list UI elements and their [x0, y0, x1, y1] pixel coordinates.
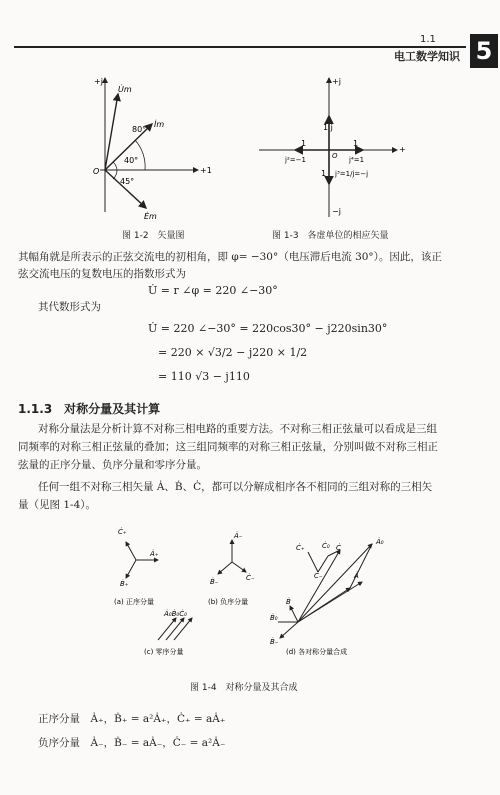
- figure-1-3-imaginary-unit-vectors: [255, 72, 410, 222]
- fig14-b-plus: Ḃ₊: [120, 580, 129, 588]
- fig12-im-label: İm: [154, 120, 165, 129]
- equation-algebraic-2: = 220 × √3/2 − j220 × 1/2: [158, 346, 308, 359]
- fig14-zero-sequence-diagram: [144, 609, 192, 656]
- figure-1-4-caption: 图 1-4 对称分量及其合成: [190, 683, 298, 693]
- fig13-j4: j⁴=1: [349, 156, 365, 164]
- fig14-d-b0: Ḃ₀: [270, 614, 278, 622]
- running-header-title: 电工数学知识: [394, 50, 460, 63]
- fig13-plus-j: +j: [332, 77, 341, 86]
- figure-1-2-caption: 图 1-2 矢量图: [122, 231, 185, 241]
- fig12-angle80: 80°: [132, 125, 147, 134]
- fig14-zero-abc: Ȧ₀Ḃ₀Ċ₀: [164, 610, 187, 618]
- fig14-positive-sequence-diagram: [114, 527, 159, 606]
- fig14-d-c-plus: Ċ₊: [296, 544, 305, 552]
- fig12-angle45: 45°: [120, 177, 135, 186]
- paragraph-3-line-1: 对称分量法是分析计算不对称三相电路的重要方法。不对称三相正弦量可以看成是三组: [38, 423, 437, 435]
- fig14-d-a0: Ȧ₀: [376, 538, 384, 546]
- fig14-composite-diagram: [270, 537, 384, 656]
- fig13-one-left: 1: [301, 139, 307, 148]
- fig13-one-right: 1: [353, 139, 359, 148]
- fig12-angle40: 40°: [124, 156, 139, 165]
- equation-algebraic-1: U̇ = 220 ∠−30° = 220cos30° − j220sin30°: [148, 322, 388, 335]
- section-heading-1-1-3: 1.1.3 对称分量及其计算: [18, 402, 161, 416]
- positive-sequence-definition: 正序分量 Ȧ₊，Ḃ₊ = a²Ȧ₊，Ċ₊ = aȦ₊: [38, 713, 226, 725]
- fig13-plus: +: [399, 145, 406, 154]
- fig14-sub-b: (b) 负序分量: [208, 598, 249, 606]
- paragraph-3-line-3: 弦量的正序分量、负序分量和零序分量。: [18, 459, 207, 471]
- page-number: 5: [470, 34, 498, 68]
- fig14-sub-d: (d) 各对称分量合成: [286, 648, 348, 656]
- figure-1-2-vector-diagram: [80, 72, 230, 222]
- paragraph-2: 其代数形式为: [38, 301, 101, 313]
- equation-algebraic-3: = 110 √3 − j110: [158, 370, 250, 383]
- fig14-c-plus: Ċ₊: [118, 528, 127, 536]
- fig13-origin: O: [332, 152, 338, 160]
- fig14-d-c0: Ċ₀: [322, 542, 330, 550]
- paragraph-1-line-2: 弦交流电压的复数电压的指数形式为: [18, 268, 186, 280]
- fig12-plus-j: +j: [94, 77, 103, 86]
- fig14-sub-a: (a) 正序分量: [114, 598, 154, 606]
- fig14-d-c-minus: Ċ₋: [314, 572, 323, 580]
- fig13-one-bottom: 1: [321, 169, 327, 178]
- fig14-b-minus: Ḃ₋: [210, 578, 219, 586]
- fig14-negative-sequence-diagram: [208, 531, 255, 606]
- negative-sequence-definition: 负序分量 Ȧ₋，Ḃ₋ = aȦ₋，Ċ₋ = a²Ȧ₋: [38, 737, 226, 749]
- paragraph-3-line-2: 同频率的对称三相正弦量的叠加；这三组同频率的对称三相正弦量，分别叫做不对称三相正: [18, 441, 438, 453]
- fig14-d-a: Ȧ: [354, 572, 359, 580]
- fig14-c-minus: Ċ₋: [246, 574, 255, 582]
- running-header-section: 1.1: [420, 34, 436, 45]
- fig12-em-label: Ėm: [144, 212, 157, 221]
- fig14-a-minus: Ȧ₋: [234, 532, 243, 540]
- equation-exponential-form: U̇ = r ∠φ = 220 ∠−30°: [148, 284, 278, 297]
- paragraph-4-line-1: 任何一组不对称三相矢量 Ȧ、Ḃ、Ċ，都可以分解成相序各不相同的三组对称的三相矢: [38, 481, 433, 493]
- fig12-um-label: U̇m: [118, 85, 132, 94]
- fig14-d-c: Ċ: [336, 544, 341, 552]
- fig12-origin: O: [93, 167, 100, 176]
- fig13-one-j: 1 j: [323, 123, 333, 132]
- fig12-plus1: +1: [200, 166, 212, 175]
- figure-1-3-caption: 图 1-3 各虚单位的相应矢量: [272, 231, 389, 241]
- fig13-j2: j²=−1: [285, 156, 306, 164]
- paragraph-4-line-2: 量（见图 1-4）。: [18, 499, 96, 511]
- fig14-d-b-minus: Ḃ₋: [270, 638, 279, 646]
- fig14-d-b: Ḃ: [286, 598, 291, 606]
- fig13-j3: j³=1/j=−j: [335, 170, 369, 178]
- paragraph-1-line-1: 其幅角就是所表示的正弦交流电的初相角，即 φ= −30°（电压滞后电流 30°）。因此，该正: [18, 251, 442, 263]
- fig14-sub-c: (c) 零序分量: [144, 648, 184, 656]
- fig13-minus-j: −j: [332, 207, 341, 216]
- figure-1-4-symmetric-components: [110, 520, 400, 672]
- fig14-a-plus: Ȧ₊: [150, 550, 159, 558]
